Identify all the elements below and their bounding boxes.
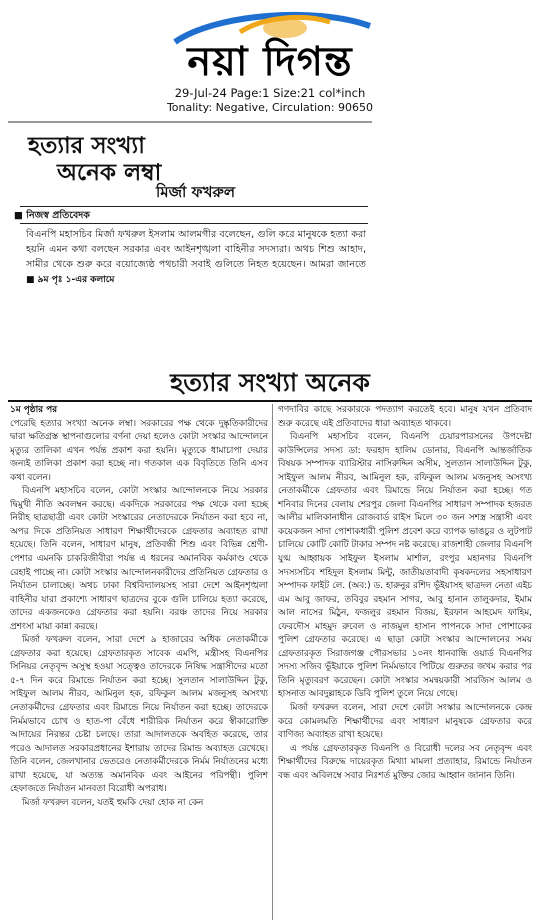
article-column-a: [10, 404, 268, 810]
front-headline-line-2: অনেক লম্বা: [57, 159, 162, 186]
column-divider: [272, 404, 273, 920]
newspaper-logo: নয়া দিগন্ত: [187, 38, 353, 85]
clip-meta-tonality: Tonality: Negative, Circulation: 90650: [166, 101, 374, 114]
paragraph: বিএনপি মহাসচিব বলেন, বিএনপি চেয়ারপারসনের উপদেষ্টা কাউন্সিলের সদস্য ডা: ফরহাদ হালিম ডোনার, বিএনপি আন্তর্জাতিক বিষয়ক সম্পাদক ব্যারিস্টার নাসিরুদ্দিন অসীম, সুলতান সালাউদ্দিন টুকু, সাইফুল আলম নীরব, আমিনুল হক, রফিকুল আলম মজনুসহ অসংখ্য নেতাকর্মীকে গ্রেফতার এবং রিমান্ডে নিয়ে নির্যাতন করা হচ্ছে। গত শনিবার দিনের বেলায় শেরপুর জেলা বিএনপির সাধারণ সম্পাদক হজরত আলীর মালিকানাধীন রোজবার্ড রাইস মিলে ৩০ জন সশস্ত্র সন্ত্রাসী এবং কয়েকজন সাদা পোশাকধারী পুলিশ প্রবেশ করে ব্যাপক ভাঙচুর ও লুটপাট চালিয়ে কোটি কোটি টাকার সম্পদ নষ্ট করেছে। রাজশাহী জেলার বিএনপি যুগ্ম আহ্বায়ক সাইফুল ইসলাম মার্শাল, রংপুর মহানগর বিএনপি সদস্যসচিব শহিদুল ইসলাম মিন্টু, জাতীয়তাবাদী কৃষকদলের সহসাধারণ সম্পাদক ফাইট লে. (অব:) ড. হারুনুর রশিদ ভূঁইয়াসহ ছাত্রদল নেতা এইচ এম আবু জাফর, তবিবুর রহমান সাগর, আবু হানান তালুকদার, ইমাম আল নাসের মিঠুন, ফজলুর রহমান বিজয়, ইরফান আহমেদ ফাহিম, ফেরদৌস মাহমুদ রুবেল ও নাজমুল হাসান পাপনকে সাদা পোশাকের পুলিশ গ্রেফতার করেছে। এ ছাড়া কোটা সংস্কার আন্দোলনের সময় গ্রেফতারকৃত সিরাজগঞ্জ পৌরসভার ১০নং ধানবান্ধি ওয়ার্ড বিএনপির সদস্য সজিব ভূঁইয়াকে পুলিশ নির্মমভাবে পিটিয়ে গুরুতর জখম করার পর তিনি মৃত্যুবরণ করেছেন। কোটা সংস্কার সমন্বয়কারী সারজিস আলম ও হাসনাত আবদুল্লাহকে ডিবি পুলিশ তুলে নিয়ে গেছে।: [278, 432, 532, 700]
front-page-clip: [8, 121, 372, 357]
intro-body: বিএনপি মহাসচিব মির্জা ফখরুল ইসলাম আলমগীর বলেছেন, গুলি করে মানুষকে হত্যা করা হয়নি এমন কথা বলছেন সরকার এবং আইনশৃঙ্খলা বাহিনীর সদস্যরা। অথচ শিশু আহাদ, সামীর থেকে শুরু করে বয়োজ্যেষ্ঠ পথচারী সবাই গুলিতে নিহত হয়েছেন। আমরা জানতে: [26, 229, 366, 270]
divider: [20, 223, 368, 224]
article-column-b: [278, 404, 532, 783]
masthead: [0, 0, 540, 120]
reporter-credit: ■ নিজস্ব প্রতিবেদক: [14, 210, 90, 221]
paragraph: মির্জা ফখরুল বলেন, যতই হুমকি দেয়া হোক না কেন: [22, 797, 204, 808]
divider: [8, 400, 532, 402]
front-intro-text: [26, 227, 366, 288]
divider: [20, 206, 368, 207]
front-headline-line-1: হত্যার সংখ্যা: [28, 132, 145, 159]
clip-meta-date-size: 29-Jul-24 Page:1 Size:21 col*inch: [174, 86, 366, 100]
jump-headline: হত্যার সংখ্যা অনেক: [170, 368, 370, 397]
continued-from-label: ১ম পৃষ্ঠার পর: [10, 405, 58, 415]
paragraph: বিএনপি মহাসচিব বলেন, কোটা সংস্কার আন্দোলনকে নিয়ে সরকার দ্বিমুখী নীতি অবলম্বন করছে। একদিকে সরকারের পক্ষ থেকে বলা হচ্ছে নিরীহ ছাত্রছাত্রী এবং কোটা সংস্কারের নেতাদেরকে নির্যাতন করা হবে না, অপর দিকে প্রতিনিয়ত সাধারণ শিক্ষার্থীদেরকে গ্রেফতার অব্যাহত রাখা হয়েছে। তিনি বলেন, সাধারণ মানুষ, প্রতিবন্ধী শিশু এবং বিভিন্ন শ্রেণী-পেশার এমনকি চাকরিজীবীরা পর্যন্ত এ ধরনের অমানবিক কর্মকাণ্ড থেকে রেহাই পাচ্ছে না। কোটা সংস্কার আন্দোলনকারীদের প্রতিনিয়ত গ্রেফতার ও নির্যাতন চালাচ্ছে। অথচ ঢাকা বিশ্ববিদ্যালয়সহ সারা দেশে আইনশৃঙ্খলা বাহিনীর যারা প্রকাশ্যে সাধারণ ছাত্রদের বুকে গুলি চালিয়ে হত্যা করেছে, তাদের একজনকেও গ্রেফতার করা হয়নি। বরঞ্চ তাদের নিয়ে সরকার প্রশংসা মায়া কান্না করছে।: [10, 486, 268, 632]
paragraph: মির্জা ফখরুল বলেন, সারা দেশে ৯ হাজারের অধিক নেতাকর্মীকে গ্রেফতার করা হয়েছে। গ্রেফতারকৃত সাবেক এমপি, মন্ত্রীসহ বিএনপির সিনিয়র নেতৃবৃন্দ অসুস্থ হওয়া সত্ত্বেও তাদেরকে নিষিদ্ধ সন্ত্রাসীদের মতো ৫-৭ দিন করে রিমান্ডে নির্যাতন করা হচ্ছে। সুলতান সালাউদ্দিন টুকু, সাইফুল আলম নীরব, আমিনুল হক, রফিকুল আলম মজনুসহ অসংখ্য নেতাকর্মীদের গ্রেফতার এবং রিমান্ডে নিয়ে নির্যাতন করা হচ্ছে। তাদেরকে নির্মমভাবে চোখ ও হাত-পা বেঁধে শারীরিক নির্যাতন করে স্বীকারোক্তি আদায়ের নিরন্তর চেষ্টা চলছে। তারা আদালতকে অবহিত করেছে, তার পরেও আদালত সরকারপ্রধানের ইশারায় তাদের রিমান্ড অব্যাহত রেখেছে। তিনি বলেন, জেলখানার ভেতরেও নেতাকর্মীদেরকে নির্মম নির্যাতনের মধ্যে রাখা হয়েছে, যা অত্যন্ত অমানবিক এবং আইনের পরিপন্থী। পুলিশ হেফাজতে নির্যাতন মানবতা বিরোধী অপরাধ।: [10, 635, 268, 795]
jump-note: ■ ৯ম পৃঃ ১-এর কলামে: [26, 275, 115, 285]
paragraph: মির্জা ফখরুল বলেন, সারা দেশে কোটা সংস্কার আন্দোলনকে কেন্দ্র করে কোমলমতি শিক্ষার্থীদের এবং সাধারণ মানুষকে গ্রেফতার করে বাণিজ্য অব্যাহত রাখা হয়েছে।: [278, 703, 532, 741]
front-byline: মির্জা ফখরুল: [156, 183, 236, 201]
paragraph: গণদাবির কাছে সরকারকে পদত্যাগ করতেই হবে। মানুষ যখন প্রতিবাদ শুরু করেছে এই প্রতিবাদের ধারা অব্যাহত থাকবে।: [278, 405, 532, 429]
paragraph: এ পর্যন্ত গ্রেফতারকৃত বিএনপি ও বিরোধী দলের সব নেতৃবৃন্দ এবং শিক্ষার্থীদের বিরুদ্ধে দায়েরকৃত মিথ্যা মামলা প্রত্যাহার, রিমান্ডে নির্যাতন বন্ধ এবং অবিলম্বে সবার নিঃশর্ত মুক্তির জোর আহ্বান জানান তিনি।: [278, 743, 532, 781]
paragraph: পেরেছি হত্যার সংখ্যা অনেক লম্বা। সরকারের পক্ষ থেকে দুষ্কৃতিকারীদের দ্বারা ক্ষতিগ্রস্ত স্থাপনাগুলোর বর্ণনা দেয়া হলেও কোটা সংস্কার আন্দোলনে মৃত্যুর তালিকা এখন পর্যন্ত প্রকাশ করা হয়নি। মৃত্যুকে ধামাচাপা দেয়ার জন্যই তালিকা প্রকাশ করা হচ্ছে না। গতকাল এক বিবৃতিতে তিনি এসব কথা বলেন।: [10, 418, 268, 483]
